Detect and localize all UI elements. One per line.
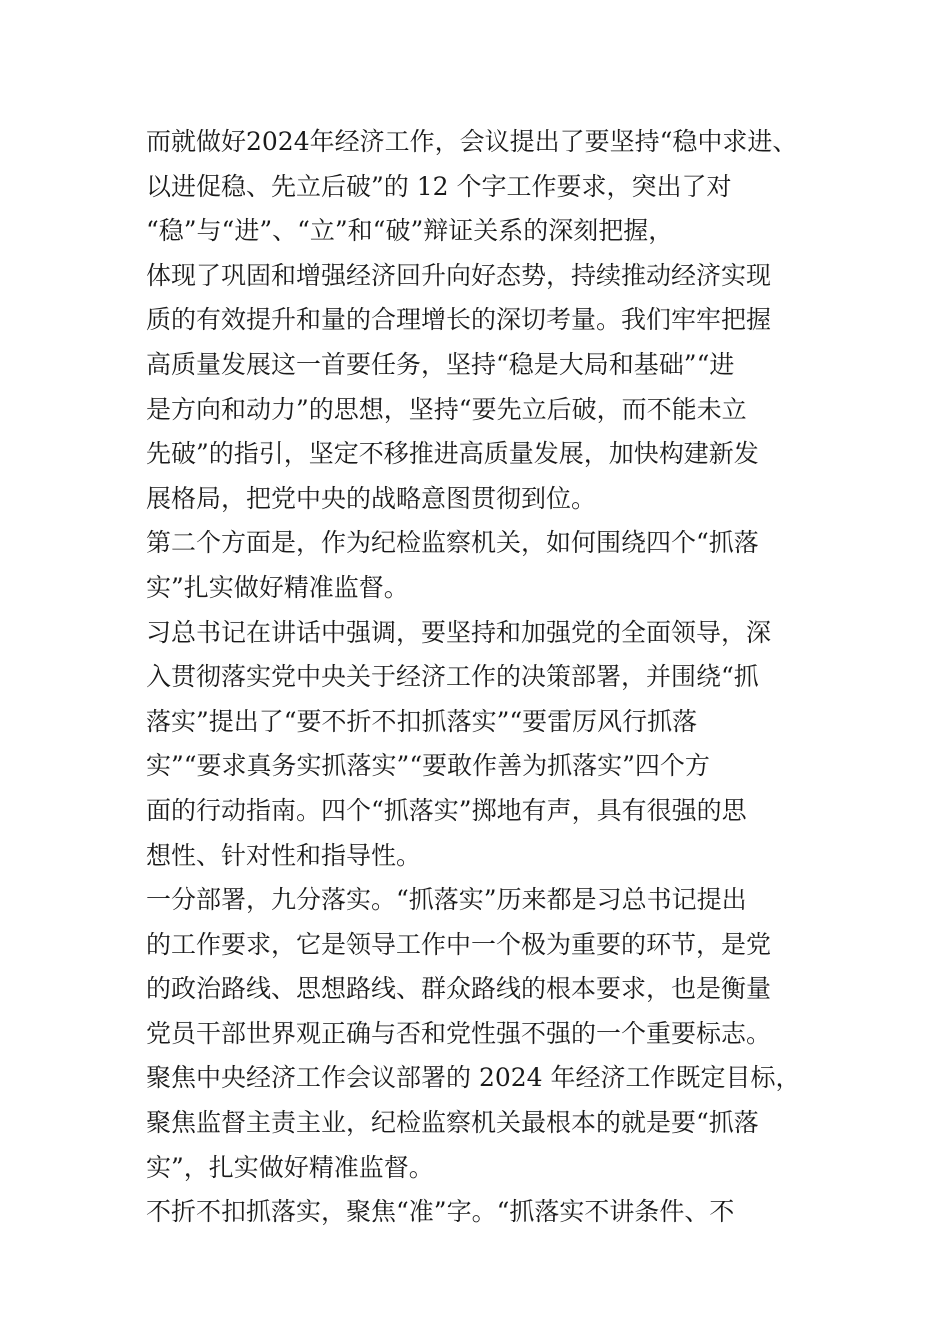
text-line: 实”扎实做好精准监督。	[146, 572, 409, 602]
text-line: 实”，扎实做好精准监督。	[146, 1152, 434, 1182]
text-line: 面的行动指南。四个“抓落实”掷地有声，具有很强的思	[146, 795, 747, 825]
text-line: 落实”提出了“要不折不扣抓落实”“要雷厉风行抓落	[146, 706, 698, 736]
text-line: 党员干部世界观正确与否和党性强不强的一个重要标志。	[146, 1018, 772, 1048]
text-line: 体现了巩固和增强经济回升向好态势，持续推动经济实现	[146, 260, 772, 290]
text-line: 先破”的指引，坚定不移推进高质量发展，加快构建新发	[146, 439, 759, 469]
text-line: 高质量发展这一首要任务，坚持“稳是大局和基础”“进	[146, 349, 735, 379]
text-line: 质的有效提升和量的合理增长的深切考量。我们牢牢把握	[146, 305, 772, 335]
text-line: “稳”与“进”、“立”和“破”辩证关系的深刻把握，	[146, 216, 674, 246]
text-line: 聚焦监督主责主业，纪检监察机关最根本的就是要“抓落	[146, 1108, 759, 1138]
text-line: 以进促稳、先立后破”的 12 个字工作要求，突出了对	[146, 171, 732, 201]
text-line: 入贯彻落实党中央关于经济工作的决策部署，并围绕“抓	[146, 662, 759, 692]
text-line: 一分部署，九分落实。“抓落实”历来都是习总书记提出	[146, 885, 747, 915]
text-line: 习总书记在讲话中强调，要坚持和加强党的全面领导，深	[146, 617, 772, 647]
text-line: 想性、针对性和指导性。	[146, 840, 422, 870]
body-text	[146, 120, 806, 1235]
text-line: 展格局，把党中央的战略意图贯彻到位。	[146, 483, 597, 513]
text-line: 的工作要求，它是领导工作中一个极为重要的环节，是党	[146, 929, 772, 959]
text-line: 的政治路线、思想路线、群众路线的根本要求，也是衡量	[146, 974, 772, 1004]
text-line: 实”“要求真务实抓落实”“要敢作善为抓落实”四个方	[146, 751, 710, 781]
text-line: 第二个方面是，作为纪检监察机关，如何围绕四个“抓落	[146, 528, 759, 558]
text-line: 而就做好2024年经济工作，会议提出了要坚持“稳中求进、	[146, 127, 798, 156]
text-line: 聚焦中央经济工作会议部署的 2024 年经济工作既定目标，	[146, 1063, 801, 1093]
text-line: 不折不扣抓落实，聚焦“准”字。“抓落实不讲条件、不	[146, 1197, 735, 1227]
text-line: 是方向和动力”的思想，坚持“要先立后破，而不能未立	[146, 394, 747, 424]
